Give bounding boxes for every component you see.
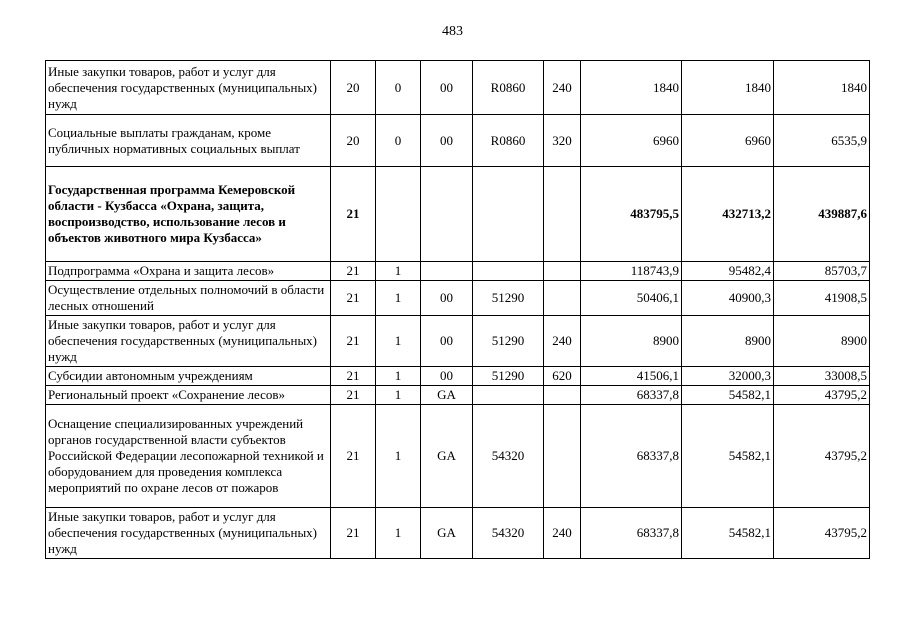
expense-type-code-cell: 620 bbox=[544, 367, 581, 386]
amount-year-1-cell: 50406,1 bbox=[581, 281, 682, 316]
expense-code-cell: R0860 bbox=[473, 61, 544, 115]
expense-code-cell: 54320 bbox=[473, 405, 544, 508]
expense-code-cell: 54320 bbox=[473, 508, 544, 559]
expense-code-cell: R0860 bbox=[473, 115, 544, 167]
table-row bbox=[46, 316, 870, 367]
expense-type-code-cell bbox=[544, 262, 581, 281]
expense-type-code-cell bbox=[544, 167, 581, 262]
amount-year-2-cell: 95482,4 bbox=[682, 262, 774, 281]
program-code-cell: 21 bbox=[331, 316, 376, 367]
budget-table bbox=[45, 60, 870, 559]
amount-year-1-cell: 118743,9 bbox=[581, 262, 682, 281]
amount-year-2-cell: 6960 bbox=[682, 115, 774, 167]
direction-code-cell: GA bbox=[421, 508, 473, 559]
amount-year-1-cell: 68337,8 bbox=[581, 405, 682, 508]
amount-year-3-cell: 41908,5 bbox=[774, 281, 870, 316]
table-row bbox=[46, 367, 870, 386]
amount-year-3-cell: 33008,5 bbox=[774, 367, 870, 386]
direction-code-cell: 00 bbox=[421, 367, 473, 386]
subprogram-code-cell: 1 bbox=[376, 405, 421, 508]
expense-type-code-cell bbox=[544, 405, 581, 508]
subprogram-code-cell: 1 bbox=[376, 386, 421, 405]
program-code-cell: 20 bbox=[331, 115, 376, 167]
table-row bbox=[46, 167, 870, 262]
amount-year-1-cell: 41506,1 bbox=[581, 367, 682, 386]
amount-year-1-cell: 1840 bbox=[581, 61, 682, 115]
program-code-cell: 21 bbox=[331, 386, 376, 405]
amount-year-1-cell: 483795,5 bbox=[581, 167, 682, 262]
subprogram-code-cell: 1 bbox=[376, 281, 421, 316]
amount-year-1-cell: 8900 bbox=[581, 316, 682, 367]
expense-type-code-cell: 240 bbox=[544, 61, 581, 115]
page-number: 483 bbox=[442, 24, 463, 39]
amount-year-3-cell: 43795,2 bbox=[774, 405, 870, 508]
subprogram-code-cell: 1 bbox=[376, 508, 421, 559]
amount-year-3-cell: 6535,9 bbox=[774, 115, 870, 167]
row-name-cell: Подпрограмма «Охрана и защита лесов» bbox=[46, 262, 331, 281]
program-code-cell: 20 bbox=[331, 61, 376, 115]
direction-code-cell: 00 bbox=[421, 61, 473, 115]
row-name-cell: Иные закупки товаров, работ и услуг для обеспечения государственных (муниципальных) нужд bbox=[46, 316, 331, 367]
expense-type-code-cell: 240 bbox=[544, 508, 581, 559]
amount-year-3-cell: 85703,7 bbox=[774, 262, 870, 281]
row-name-cell: Субсидии автономным учреждениям bbox=[46, 367, 331, 386]
direction-code-cell: 00 bbox=[421, 115, 473, 167]
row-name-cell: Региональный проект «Сохранение лесов» bbox=[46, 386, 331, 405]
table-row bbox=[46, 115, 870, 167]
amount-year-2-cell: 32000,3 bbox=[682, 367, 774, 386]
program-code-cell: 21 bbox=[331, 405, 376, 508]
row-name-cell: Социальные выплаты гражданам, кроме публичных нормативных социальных выплат bbox=[46, 115, 331, 167]
amount-year-3-cell: 439887,6 bbox=[774, 167, 870, 262]
program-code-cell: 21 bbox=[331, 262, 376, 281]
program-code-cell: 21 bbox=[331, 367, 376, 386]
row-name-cell: Осуществление отдельных полномочий в области лесных отношений bbox=[46, 281, 331, 316]
direction-code-cell: 00 bbox=[421, 316, 473, 367]
row-name-cell: Иные закупки товаров, работ и услуг для обеспечения государственных (муниципальных) нужд bbox=[46, 508, 331, 559]
direction-code-cell bbox=[421, 167, 473, 262]
expense-type-code-cell bbox=[544, 386, 581, 405]
subprogram-code-cell: 1 bbox=[376, 316, 421, 367]
amount-year-2-cell: 432713,2 bbox=[682, 167, 774, 262]
subprogram-code-cell: 1 bbox=[376, 367, 421, 386]
table-row bbox=[46, 508, 870, 559]
table-row bbox=[46, 262, 870, 281]
expense-type-code-cell: 320 bbox=[544, 115, 581, 167]
subprogram-code-cell bbox=[376, 167, 421, 262]
amount-year-3-cell: 8900 bbox=[774, 316, 870, 367]
expense-code-cell bbox=[473, 167, 544, 262]
direction-code-cell: GA bbox=[421, 386, 473, 405]
amount-year-3-cell: 1840 bbox=[774, 61, 870, 115]
direction-code-cell: GA bbox=[421, 405, 473, 508]
table-row bbox=[46, 386, 870, 405]
subprogram-code-cell: 1 bbox=[376, 262, 421, 281]
expense-type-code-cell: 240 bbox=[544, 316, 581, 367]
table-row bbox=[46, 281, 870, 316]
expense-code-cell: 51290 bbox=[473, 316, 544, 367]
amount-year-3-cell: 43795,2 bbox=[774, 508, 870, 559]
amount-year-2-cell: 54582,1 bbox=[682, 386, 774, 405]
expense-type-code-cell bbox=[544, 281, 581, 316]
row-name-cell: Иные закупки товаров, работ и услуг для обеспечения государственных (муниципальных) нужд bbox=[46, 61, 331, 115]
amount-year-2-cell: 8900 bbox=[682, 316, 774, 367]
subprogram-code-cell: 0 bbox=[376, 115, 421, 167]
table-body bbox=[46, 61, 870, 559]
amount-year-1-cell: 6960 bbox=[581, 115, 682, 167]
row-name-cell: Государственная программа Кемеровской области - Кузбасса «Охрана, защита, воспроизводство, использование лесов и объектов животного мира Кузбасса» bbox=[46, 167, 331, 262]
row-name-cell: Оснащение специализированных учреждений органов государственной власти субъектов Российской Федерации лесопожарной техникой и оборудованием для проведения комплекса мероприятий по охране лесов от пожаров bbox=[46, 405, 331, 508]
direction-code-cell bbox=[421, 262, 473, 281]
program-code-cell: 21 bbox=[331, 281, 376, 316]
expense-code-cell bbox=[473, 262, 544, 281]
amount-year-2-cell: 40900,3 bbox=[682, 281, 774, 316]
expense-code-cell bbox=[473, 386, 544, 405]
program-code-cell: 21 bbox=[331, 508, 376, 559]
table-row bbox=[46, 405, 870, 508]
amount-year-1-cell: 68337,8 bbox=[581, 386, 682, 405]
amount-year-2-cell: 54582,1 bbox=[682, 405, 774, 508]
expense-code-cell: 51290 bbox=[473, 367, 544, 386]
expense-code-cell: 51290 bbox=[473, 281, 544, 316]
amount-year-2-cell: 54582,1 bbox=[682, 508, 774, 559]
program-code-cell: 21 bbox=[331, 167, 376, 262]
direction-code-cell: 00 bbox=[421, 281, 473, 316]
subprogram-code-cell: 0 bbox=[376, 61, 421, 115]
table-row bbox=[46, 61, 870, 115]
amount-year-2-cell: 1840 bbox=[682, 61, 774, 115]
amount-year-3-cell: 43795,2 bbox=[774, 386, 870, 405]
amount-year-1-cell: 68337,8 bbox=[581, 508, 682, 559]
